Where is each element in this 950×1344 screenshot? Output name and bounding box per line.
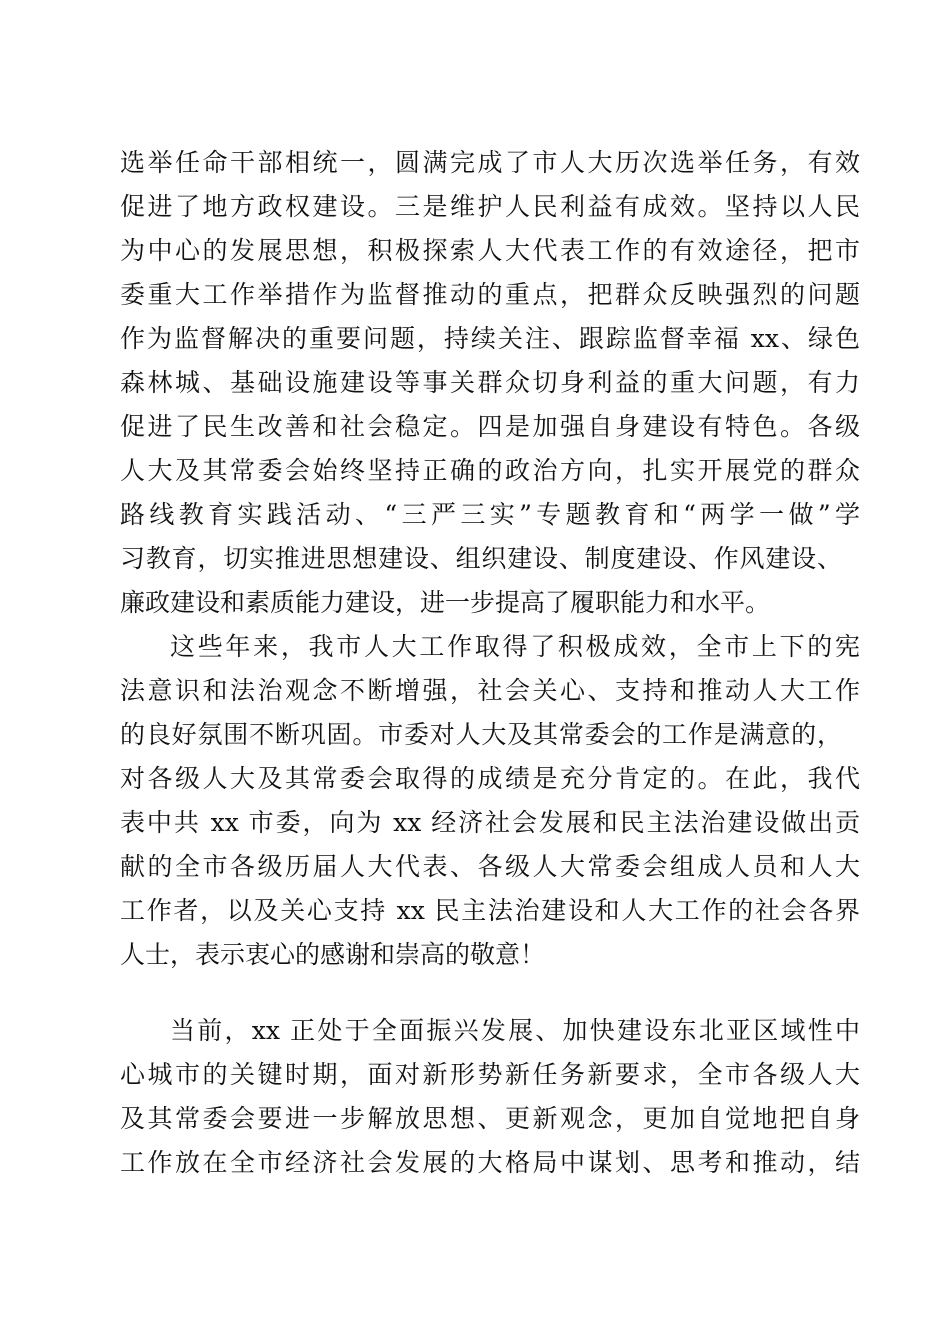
text-line: 工作者，以及关心支持 xx 民主法治建设和人大工作的社会各界 — [120, 896, 860, 925]
text-line: 习教育，切实推进思想建设、组织建设、制度建设、作风建设、 — [120, 544, 842, 573]
text-line: 工作放在全市经济社会发展的大格局中谋划、思考和推动，结 — [120, 1148, 860, 1177]
text-line: 献的全市各级历届人大代表、各级人大常委会组成人员和人大 — [120, 852, 860, 881]
text-line: 促进了民生改善和社会稳定。四是加强自身建设有特色。各级 — [120, 412, 860, 441]
text-line: 的良好氛围不断巩固。市委对人大及其常委会的工作是满意的， — [120, 720, 842, 749]
paragraph-first-line: 当前，xx 正处于全面振兴发展、加快建设东北亚区域性中 — [170, 1016, 860, 1045]
text-line: 选举任命干部相统一，圆满完成了市人大历次选举任务，有效 — [120, 148, 860, 177]
text-line: 路线教育实践活动、“三严三实”专题教育和“两学一做”学 — [120, 500, 860, 529]
text-line: 廉政建设和素质能力建设，进一步提高了履职能力和水平。 — [120, 588, 771, 617]
text-line: 作为监督解决的重要问题，持续关注、跟踪监督幸福 xx、绿色 — [120, 324, 860, 353]
text-line: 森林城、基础设施建设等事关群众切身利益的重大问题，有力 — [120, 368, 860, 397]
paragraph-first-line: 这些年来，我市人大工作取得了积极成效，全市上下的宪 — [170, 632, 860, 661]
text-line: 为中心的发展思想，积极探索人大代表工作的有效途径，把市 — [120, 236, 860, 265]
text-line: 法意识和法治观念不断增强，社会关心、支持和推动人大工作 — [120, 676, 860, 705]
text-line: 对各级人大及其常委会取得的成绩是充分肯定的。在此，我代 — [120, 764, 860, 793]
text-line: 促进了地方政权建设。三是维护人民利益有成效。坚持以人民 — [120, 192, 860, 221]
text-line: 委重大工作举措作为监督推动的重点，把群众反映强烈的问题 — [120, 280, 860, 309]
text-line: 表中共 xx 市委，向为 xx 经济社会发展和民主法治建设做出贡 — [120, 808, 860, 837]
text-line: 及其常委会要进一步解放思想、更新观念，更加自觉地把自身 — [120, 1104, 860, 1133]
text-line: 人士，表示衷心的感谢和崇高的敬意！ — [120, 940, 546, 969]
text-line: 心城市的关键时期，面对新形势新任务新要求，全市各级人大 — [120, 1060, 860, 1089]
text-line: 人大及其常委会始终坚持正确的政治方向，扎实开展党的群众 — [120, 456, 860, 485]
